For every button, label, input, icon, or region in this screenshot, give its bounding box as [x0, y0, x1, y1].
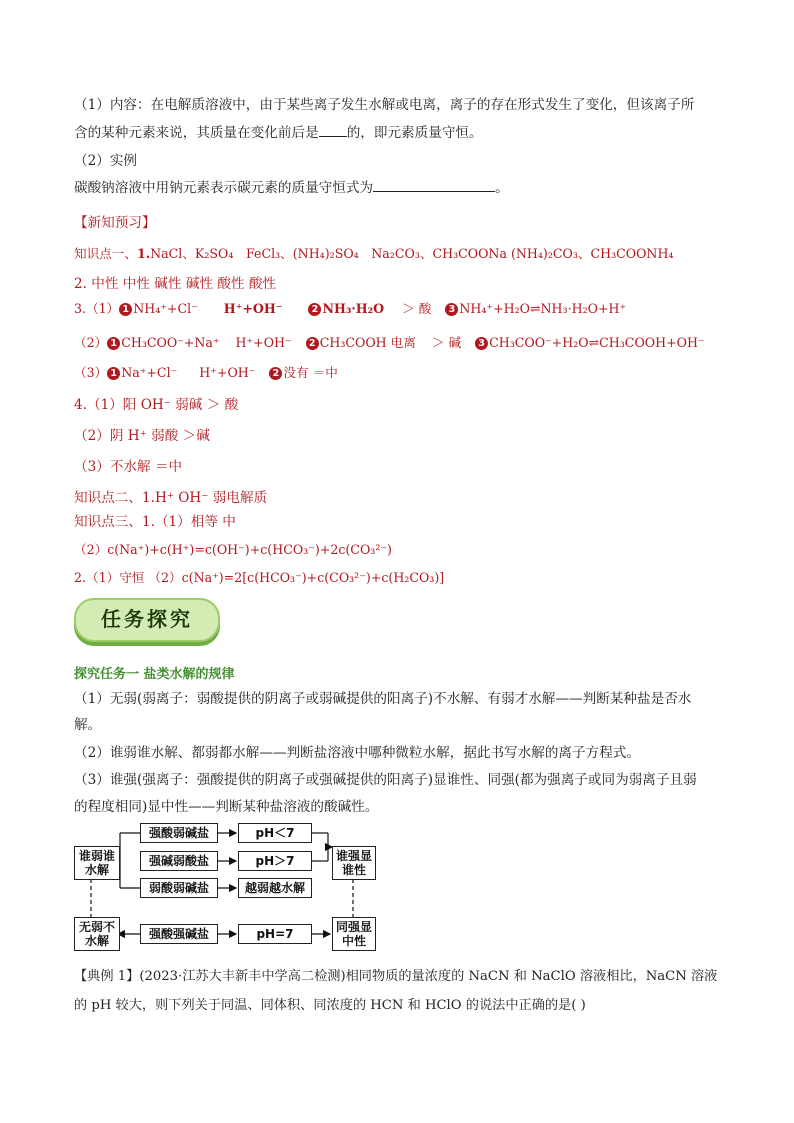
blank-2	[373, 191, 495, 192]
k31-label: 3.（1）	[74, 301, 120, 316]
intro-line-2	[74, 124, 483, 142]
intro-example-text	[74, 179, 509, 197]
task1-title: 探究任务一 盐类水解的规律	[74, 667, 235, 682]
box-right-bottom: 同强显中性	[332, 917, 376, 951]
example-line-2: 的 pH 较大，则下列关于同温、同体积、同浓度的 HCN 和 HClO 的说法中正确的是( )	[74, 998, 586, 1013]
kp1-item3-3	[74, 364, 338, 382]
circled-3: 3	[475, 337, 488, 350]
kp3-item3: 2.（1）守恒 （2）c(Na⁺)=2[c(HCO₃⁻)+c(CO₃²⁻)+c(H₂CO₃)]	[74, 570, 445, 585]
k33-c: 没有 ＝中	[283, 365, 338, 380]
rule3-line1: （3）谁强(强离子：强酸提供的阴离子或强碱提供的阳离子)显谁性、同强(都为强离子或同为弱离子且弱	[74, 772, 697, 788]
box-left-top: 谁弱谁水解	[74, 846, 120, 880]
box-ph-1: pH＜7	[238, 823, 312, 843]
rule2-line: （2）谁弱谁水解、都弱都水解——判断盐溶液中哪种微粒水解，据此书写水解的离子方程式。	[74, 745, 640, 761]
k32-e: CH₃COO⁻+H₂O⇌CH₃COOH+OH⁻	[489, 335, 705, 350]
k31-a: NH₄⁺+Cl⁻	[133, 301, 198, 316]
box-salt-2: 强碱弱酸盐	[140, 851, 218, 871]
k33-label: （3）	[74, 365, 108, 380]
k32-b: H⁺+OH⁻	[235, 335, 292, 350]
box-ph-2: pH＞7	[238, 851, 312, 871]
kp1-item4-3: （3）不水解 ＝中	[74, 459, 183, 475]
box-ph-3: 越弱越水解	[238, 878, 312, 898]
k32-d: ＞ 碱	[431, 335, 462, 350]
circled-3: 3	[445, 303, 458, 316]
circled-2: 2	[308, 303, 321, 316]
kp1-body: NaCl、K₂SO₄ FeCl₃、(NH₄)₂SO₄ Na₂CO₃、CH₃COONa (NH₄)₂CO₃、CH₃COONH₄	[150, 246, 674, 261]
kp1-num: 1.	[136, 246, 151, 261]
kp1-item3-2	[74, 334, 705, 352]
k33-a: Na⁺+Cl⁻	[121, 365, 178, 380]
box-right-top: 谁强显谁性	[332, 846, 376, 880]
example-line-1: 【典例 1】(2023·江苏大丰新丰中学高二检测)相同物质的量浓度的 NaCN 和 NaClO 溶液相比，NaCN 溶液	[74, 969, 718, 984]
circled-2: 2	[306, 337, 319, 350]
intro-line-2a: 含的某种元素来说，其质量在变化前后是	[74, 125, 319, 141]
circled-1: 1	[119, 303, 132, 316]
k33-b: H⁺+OH⁻	[199, 365, 256, 380]
section-badge: 任务探究	[74, 598, 220, 642]
k32-label: （2）	[74, 335, 108, 350]
hydrolysis-rules-diagram	[70, 820, 390, 955]
kp1-line	[74, 245, 674, 263]
kp1-item2: 2. 中性 中性 碱性 碱性 酸性 酸性	[74, 276, 277, 292]
intro-example-body: 碳酸钠溶液中用钠元素表示碳元素的质量守恒式为	[74, 180, 374, 196]
kp3-line: 知识点三、1.（1）相等 中	[74, 514, 236, 530]
circled-1: 1	[107, 337, 120, 350]
k31-e: NH₄⁺+H₂O⇌NH₃·H₂O+H⁺	[459, 301, 627, 316]
kp1-item4-2: （2）阴 H⁺ 弱酸 ＞碱	[74, 428, 210, 444]
circled-2: 2	[269, 367, 282, 380]
blank-1	[319, 136, 347, 137]
rule1-line2: 解。	[74, 717, 102, 733]
box-salt-4: 强酸强碱盐	[140, 924, 218, 944]
kp1-item4-1: 4.（1）阳 OH⁻ 弱碱 ＞ 酸	[74, 397, 239, 413]
box-ph-4: pH=7	[238, 924, 312, 944]
rule1-line1: （1）无弱(弱离子：弱酸提供的阴离子或弱碱提供的阳离子)不水解、有弱才水解——判断某种盐是否水	[74, 691, 692, 707]
circled-1: 1	[107, 367, 120, 380]
kp1-item3-1	[74, 300, 626, 318]
k32-c: CH₃COOH 电离	[319, 335, 416, 350]
intro-line-1: （1）内容：在电解质溶液中，由于某些离子发生水解或电离，离子的存在形式发生了变化，但该离子所	[74, 97, 695, 113]
rule3-line2: 的程度相同)显中性——判断某种盐溶液的酸碱性。	[74, 799, 379, 815]
box-salt-3: 弱酸弱碱盐	[140, 878, 218, 898]
box-left-bottom: 无弱不水解	[74, 917, 120, 951]
kp1-prefix: 知识点一、	[74, 246, 137, 261]
period: 。	[495, 180, 509, 196]
intro-line-2b: 的，即元素质量守恒。	[346, 125, 483, 141]
intro-example-heading: （2）实例	[74, 153, 138, 169]
preview-heading: 【新知预习】	[74, 215, 156, 231]
kp2-line: 知识点二、1.H⁺ OH⁻ 弱电解质	[74, 490, 268, 506]
k31-b: H⁺+OH⁻	[223, 301, 283, 316]
k31-c: NH₃·H₂O	[322, 301, 385, 316]
k32-a: CH₃COO⁻+Na⁺	[121, 335, 220, 350]
box-salt-1: 强酸弱碱盐	[140, 823, 218, 843]
kp3-item2: （2）c(Na⁺)+c(H⁺)=c(OH⁻)+c(HCO₃⁻)+2c(CO₃²⁻)	[74, 542, 392, 557]
k31-d: ＞ 酸	[402, 301, 432, 316]
